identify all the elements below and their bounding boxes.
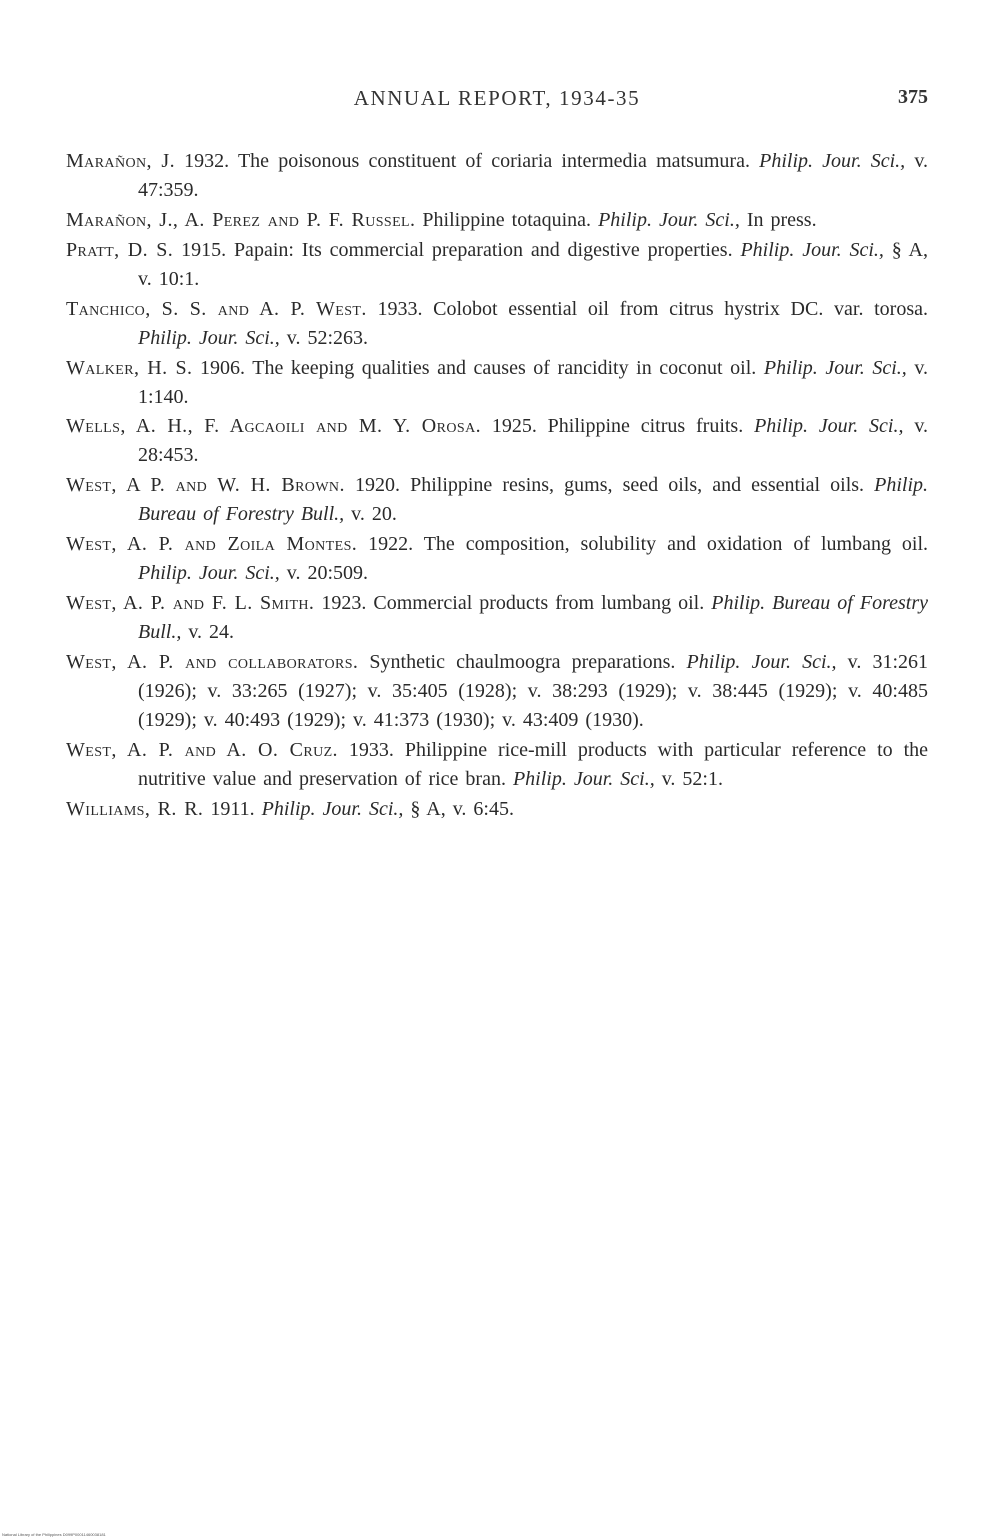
- reference-journal: Philip. Jour. Sci.,: [763, 356, 907, 379]
- reference-citation: § A, v. 10:1.: [138, 238, 928, 290]
- reference-year: 1923.: [321, 592, 367, 615]
- reference-journal: Philip. Jour. Sci.,: [686, 651, 837, 674]
- reference-citation: In press.: [746, 208, 817, 231]
- reference-journal: Philip. Jour. Sci.,: [754, 415, 904, 438]
- reference-citation: v. 47:359.: [138, 150, 929, 201]
- reference-year: 1920.: [354, 474, 400, 497]
- reference-title: The keeping qualities and causes of rancidity in coconut oil.: [252, 356, 757, 379]
- running-title: ANNUAL REPORT, 1934-35: [353, 86, 641, 110]
- reference-journal: Philip. Jour. Sci.,: [759, 150, 906, 172]
- reference-author: West, A P. and W. H. Brown.: [66, 474, 345, 497]
- reference-year: 1925.: [491, 415, 537, 438]
- reference-item: [66, 206, 928, 235]
- reference-item: [66, 471, 928, 529]
- reference-journal: Philip. Bureau of Forestry Bull.,: [138, 592, 929, 644]
- page-header: [66, 86, 928, 116]
- reference-title: The composition, solubility and oxidation of lumbang oil.: [423, 533, 928, 556]
- reference-author: Tanchico, S. S. and A. P. West.: [66, 297, 367, 320]
- reference-citation: § A, v. 6:45.: [410, 797, 514, 820]
- reference-year: 1906.: [200, 356, 246, 379]
- reference-author: West, A. P. and collaborators.: [66, 651, 359, 674]
- reference-title: Philippine rice-mill products with particular reference to the nutritive value and preservation of rice bran.: [138, 738, 929, 790]
- reference-journal: Philip. Jour. Sci.,: [512, 767, 655, 790]
- reference-item: [66, 589, 928, 647]
- reference-title: Commercial products from lumbang oil.: [373, 592, 705, 615]
- reference-item: [66, 736, 928, 794]
- reference-citation: v. 24.: [188, 621, 235, 644]
- reference-title: Philippine citrus fruits.: [547, 415, 744, 438]
- reference-item: [66, 354, 928, 412]
- reference-author: Wells, A. H., F. Agcaoili and M. Y. Orosa.: [66, 415, 481, 438]
- reference-item: [66, 648, 928, 735]
- reference-citation: v. 20.: [351, 503, 397, 526]
- reference-item: [66, 236, 928, 294]
- reference-author: West, A. P. and Zoila Montes.: [66, 533, 358, 556]
- reference-title: Papain: Its commercial preparation and digestive properties.: [233, 238, 733, 261]
- reference-title: Philippine resins, gums, seed oils, and essential oils.: [410, 474, 865, 497]
- reference-author: Williams, R. R.: [66, 797, 204, 820]
- reference-author: Pratt, D. S.: [66, 238, 174, 261]
- reference-year: 1932.: [184, 150, 230, 172]
- reference-citation: v. 52:1.: [661, 767, 723, 790]
- reference-citation: v. 28:453.: [138, 415, 929, 467]
- reference-title: Colobot essential oil from citrus hystrix DC. var. torosa.: [433, 297, 929, 320]
- reference-journal: Philip. Jour. Sci.,: [261, 797, 404, 820]
- reference-citation: v. 1:140.: [138, 356, 929, 408]
- reference-author: West, A. P. and A. O. Cruz.: [66, 738, 338, 761]
- digitization-credit: National Library of the Philippines D099P00011460038181: [2, 1532, 106, 1537]
- reference-year: 1933.: [377, 297, 423, 320]
- reference-item: [66, 147, 928, 205]
- reference-author: Marañon, J.: [66, 150, 176, 172]
- reference-citation: v. 20:509.: [286, 562, 369, 585]
- reference-year: 1911.: [210, 797, 255, 820]
- reference-author: Marañon, J., A. Perez and P. F. Russel.: [66, 208, 416, 231]
- reference-item: [66, 530, 928, 588]
- reference-item: [66, 412, 928, 470]
- reference-citation: v. 52:263.: [286, 326, 369, 349]
- bibliography-list: [66, 147, 928, 825]
- reference-author: Walker, H. S.: [66, 356, 193, 379]
- reference-journal: Philip. Jour. Sci.,: [138, 326, 280, 349]
- reference-title: Philippine totaquina.: [422, 208, 592, 231]
- reference-year: 1922.: [368, 533, 414, 556]
- reference-title: Synthetic chaulmoogra preparations.: [369, 651, 676, 674]
- reference-journal: Philip. Jour. Sci.,: [740, 238, 884, 261]
- reference-journal: Philip. Jour. Sci.,: [598, 208, 740, 231]
- reference-citation: v. 31:261 (1926); v. 33:265 (1927); v. 35:405 (1928); v. 38:293 (1929); v. 38:445 (1929); v. 40:485 (1929); v. 40:493 (1929); v. 41:373 (1930); v. 43:409 (1930).: [138, 651, 929, 732]
- page-number: 375: [898, 86, 928, 108]
- reference-item: [66, 795, 928, 824]
- reference-year: 1915.: [181, 238, 227, 261]
- reference-journal: Philip. Bureau of Forestry Bull.,: [138, 474, 929, 526]
- reference-author: West, A. P. and F. L. Smith.: [66, 592, 315, 615]
- reference-title: The poisonous constituent of coriaria intermedia matsumura.: [237, 150, 750, 172]
- reference-year: 1933.: [348, 738, 394, 761]
- reference-item: [66, 295, 928, 353]
- reference-journal: Philip. Jour. Sci.,: [138, 562, 280, 585]
